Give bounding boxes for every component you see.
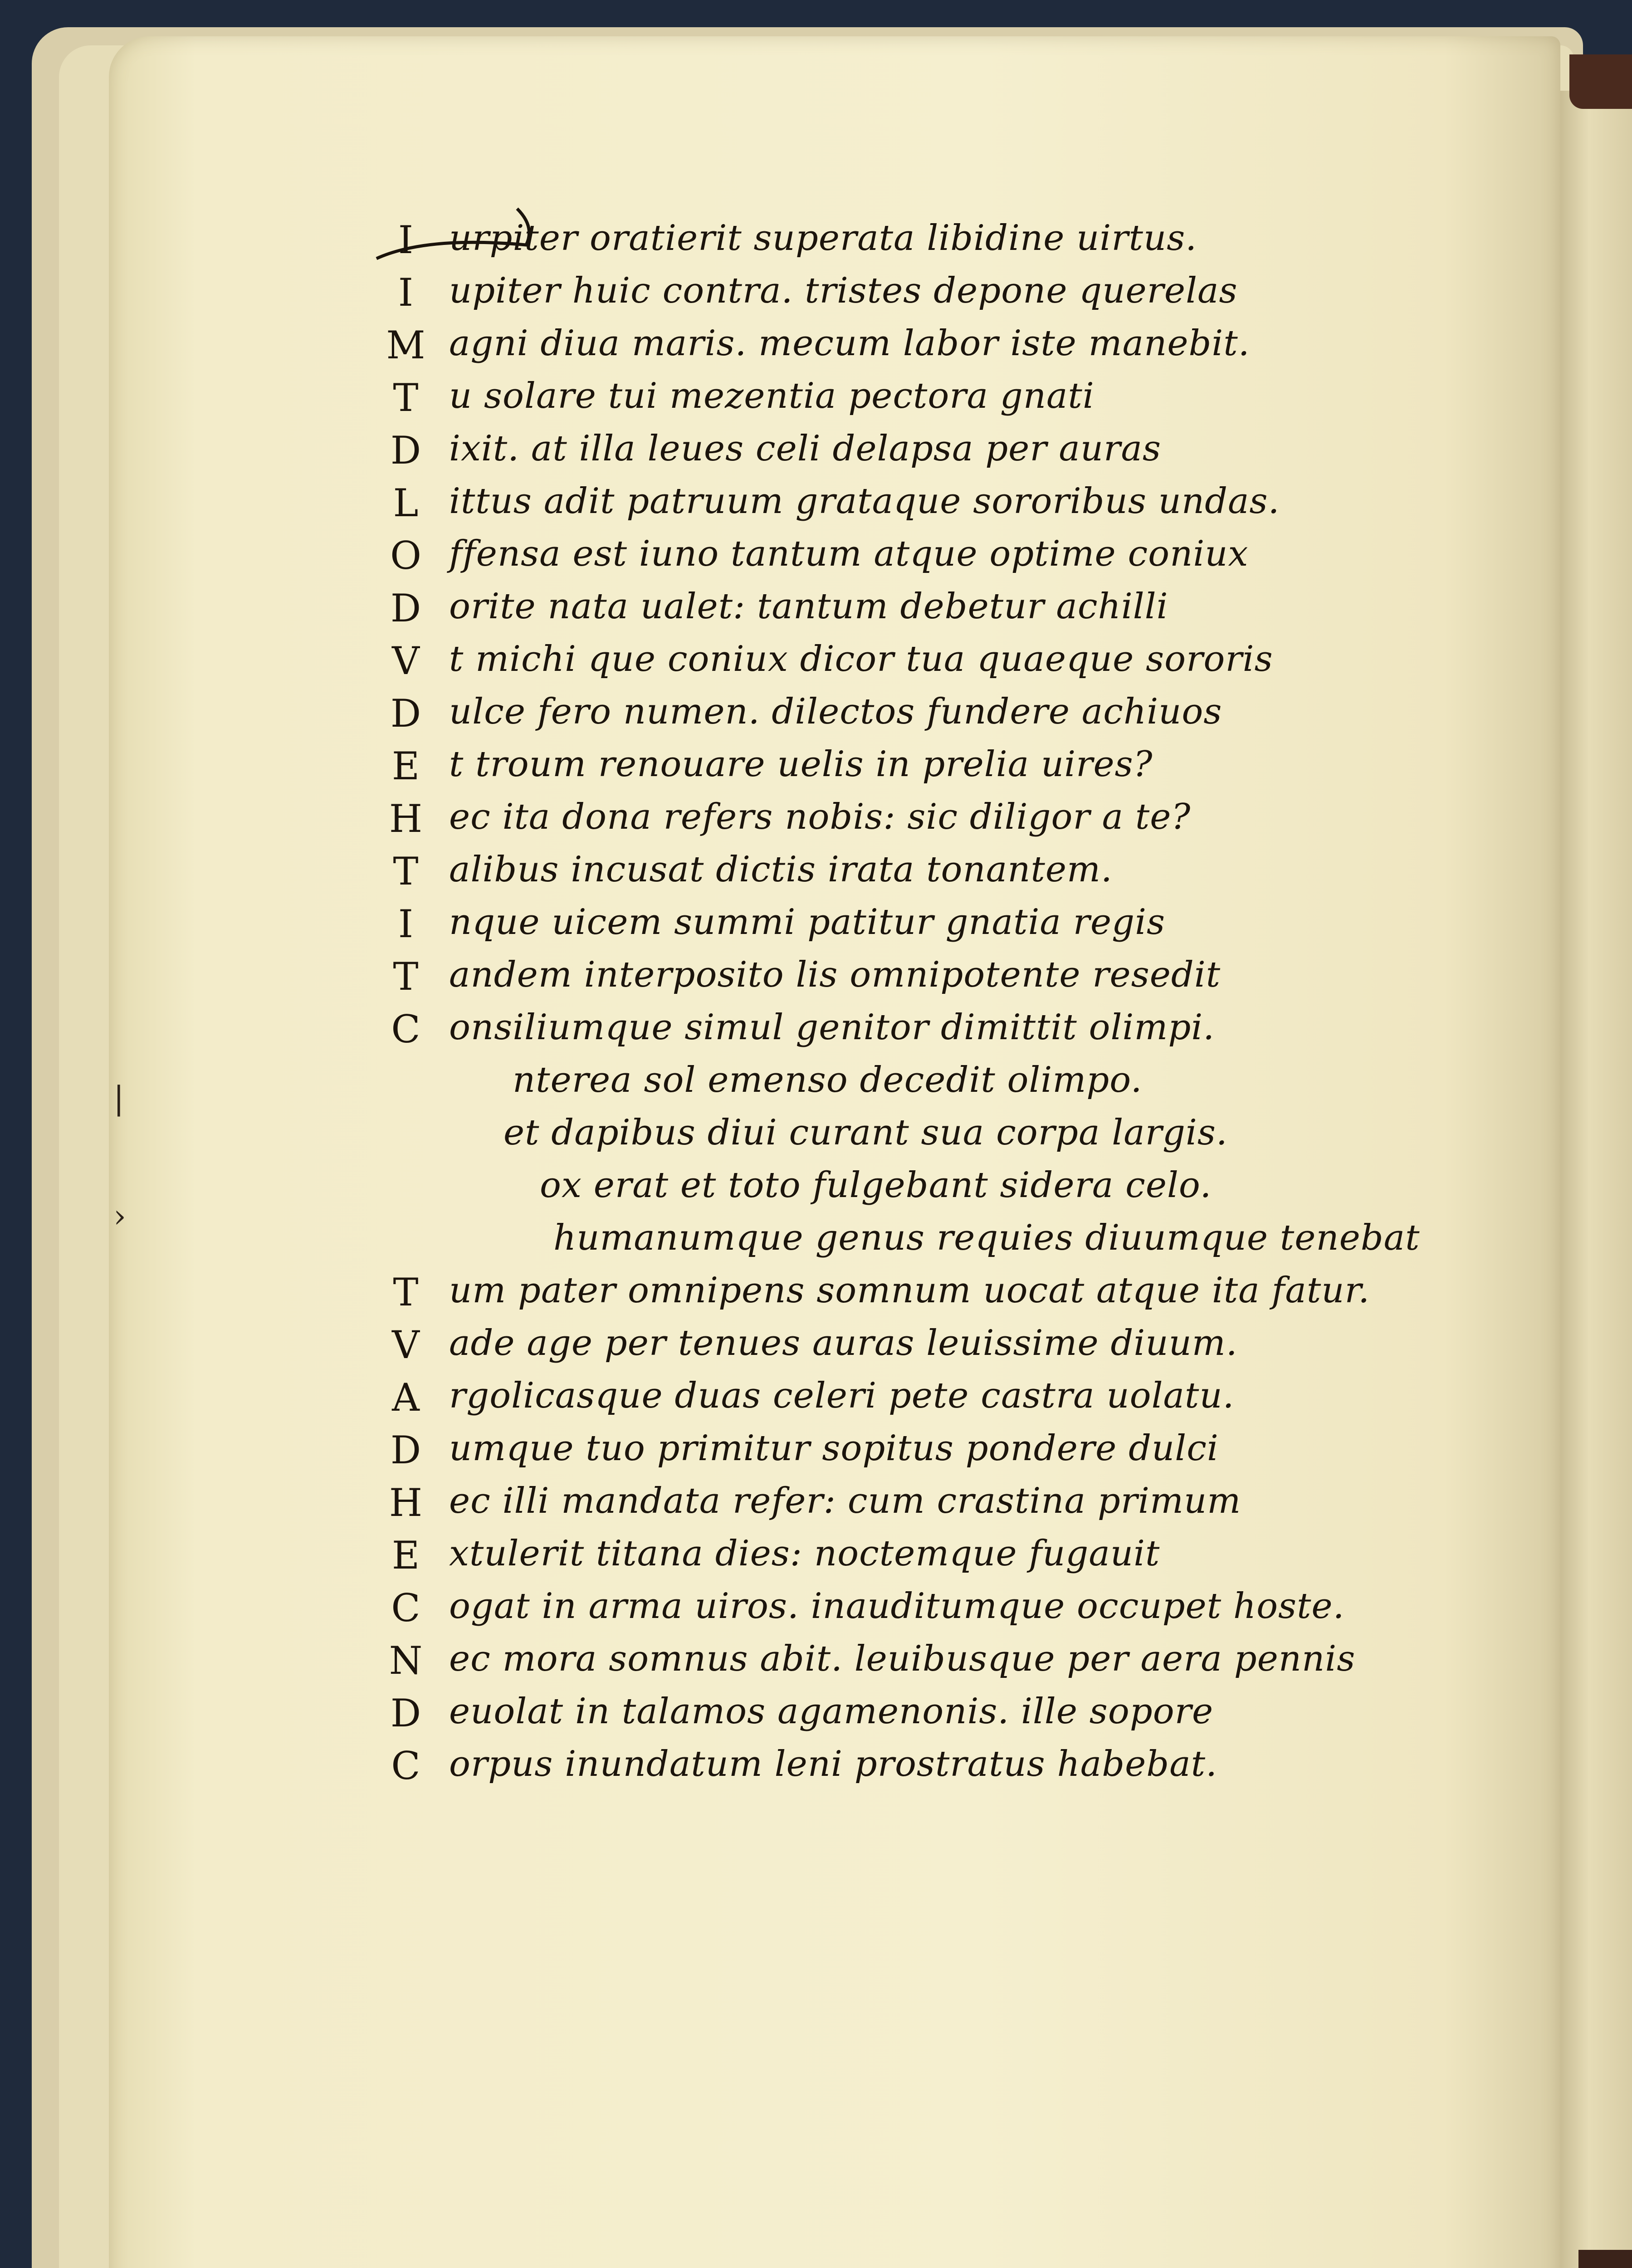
verse-text: xtulerit titana dies: noctemque fugauit bbox=[449, 1533, 1160, 1574]
verse-text: upiter huic contra. tristes depone querelas bbox=[449, 270, 1238, 311]
verse-initial: O bbox=[390, 533, 422, 578]
verse-line bbox=[372, 1428, 1551, 1481]
verse-initial: I bbox=[398, 218, 414, 262]
verse-line bbox=[372, 691, 1551, 744]
verse-line bbox=[372, 1007, 1551, 1060]
verse-text: urpiter oratierit superata libidine uirtus. bbox=[449, 218, 1197, 259]
verse-initial: V bbox=[392, 639, 420, 683]
verse-line bbox=[372, 428, 1551, 481]
verse-line bbox=[372, 1481, 1551, 1533]
verse-text: ittus adit patruum grataque sororibus undas. bbox=[449, 481, 1280, 522]
verse-initial: T bbox=[393, 954, 419, 999]
verse-line bbox=[372, 1744, 1551, 1796]
verse-initial: M bbox=[386, 323, 426, 367]
verse-line bbox=[372, 849, 1551, 902]
verse-initial: A bbox=[392, 1375, 420, 1420]
verse-line bbox=[372, 481, 1551, 533]
verse-text: ulce fero numen. dilectos fundere achiuos bbox=[449, 691, 1222, 732]
verse-text: ixit. at illa leues celi delapsa per auras bbox=[449, 428, 1161, 469]
verse-initial: E bbox=[391, 744, 420, 788]
verse-line bbox=[372, 218, 1551, 270]
verse-line bbox=[372, 954, 1551, 1007]
verse-line bbox=[372, 1375, 1551, 1428]
verse-initial: H bbox=[389, 1481, 423, 1525]
verse-initial: C bbox=[391, 1007, 421, 1051]
verse-text: umque tuo primitur sopitus pondere dulci bbox=[449, 1428, 1219, 1469]
verse-line bbox=[372, 376, 1551, 428]
verse-initial: I bbox=[398, 270, 414, 315]
verse-line bbox=[372, 639, 1551, 691]
verse-text: ade age per tenues auras leuissime diuum. bbox=[449, 1323, 1238, 1364]
verse-line-indented bbox=[372, 1112, 1551, 1165]
verse-text: t michi que coniux dicor tua quaeque sororis bbox=[449, 639, 1273, 679]
verse-line bbox=[372, 1533, 1551, 1586]
verse-line bbox=[372, 797, 1551, 849]
verse-initial: T bbox=[393, 1270, 419, 1315]
margin-mark: | bbox=[113, 1080, 124, 1117]
verse-initial: C bbox=[391, 1586, 421, 1630]
verse-initial: N bbox=[389, 1638, 423, 1683]
verse-line bbox=[372, 1323, 1551, 1375]
verse-initial: V bbox=[392, 1323, 420, 1367]
verse-text: ec mora somnus abit. leuibusque per aera pennis bbox=[449, 1638, 1356, 1679]
verse-line bbox=[372, 1270, 1551, 1323]
verse-text: nque uicem summi patitur gnatia regis bbox=[449, 902, 1166, 943]
verse-text: ox erat et toto fulgebant sidera celo. bbox=[540, 1165, 1212, 1206]
verse-initial: I bbox=[398, 902, 414, 946]
verse-line bbox=[372, 533, 1551, 586]
verse-initial: L bbox=[393, 481, 419, 525]
verse-text: orpus inundatum leni prostratus habebat. bbox=[449, 1744, 1217, 1784]
verse-initial: E bbox=[391, 1533, 420, 1578]
verse-text: rgolicasque duas celeri pete castra uolatu. bbox=[449, 1375, 1235, 1416]
verse-line bbox=[372, 270, 1551, 323]
verse-text: onsiliumque simul genitor dimittit olimpi. bbox=[449, 1007, 1215, 1048]
verse-text: um pater omnipens somnum uocat atque ita fatur. bbox=[449, 1270, 1370, 1311]
verse-line-indented bbox=[372, 1217, 1551, 1270]
verse-initial: D bbox=[390, 428, 422, 473]
verse-line bbox=[372, 323, 1551, 376]
verse-line bbox=[372, 1586, 1551, 1638]
verse-initial: H bbox=[389, 797, 423, 841]
facing-page-edge bbox=[1560, 91, 1632, 2268]
verse-line bbox=[372, 586, 1551, 639]
verse-line bbox=[372, 1638, 1551, 1691]
verse-text: alibus incusat dictis irata tonantem. bbox=[449, 849, 1113, 890]
verse-line-indented bbox=[372, 1165, 1551, 1217]
verse-text: t troum renouare uelis in prelia uires? bbox=[449, 744, 1153, 785]
verse-text: agni diua maris. mecum labor iste manebit. bbox=[449, 323, 1250, 364]
leather-binding-bottom bbox=[1578, 2250, 1632, 2268]
verse-line bbox=[372, 1691, 1551, 1744]
verse-initial: C bbox=[391, 1744, 421, 1788]
leather-binding-top bbox=[1569, 54, 1632, 109]
verse-text: nterea sol emenso decedit olimpo. bbox=[513, 1060, 1143, 1100]
verse-text: ec ita dona refers nobis: sic diligor a te? bbox=[449, 797, 1191, 837]
margin-mark: › bbox=[113, 1198, 126, 1235]
verse-text: orite nata ualet: tantum debetur achilli bbox=[449, 586, 1168, 627]
verse-initial: D bbox=[390, 1691, 422, 1735]
verse-line bbox=[372, 744, 1551, 797]
verse-text: ec illi mandata refer: cum crastina primum bbox=[449, 1481, 1241, 1521]
verse-text: humanumque genus requies diuumque tenebat bbox=[553, 1217, 1420, 1258]
verse-text: andem interposito lis omnipotente resedit bbox=[449, 954, 1221, 995]
verse-initial: T bbox=[393, 376, 419, 420]
verse-text-block bbox=[372, 218, 1551, 1796]
verse-initial: D bbox=[390, 1428, 422, 1472]
verse-initial: T bbox=[393, 849, 419, 894]
verse-text: euolat in talamos agamenonis. ille sopore bbox=[449, 1691, 1214, 1732]
verse-initial: D bbox=[390, 691, 422, 736]
verse-text: ffensa est iuno tantum atque optime coniux bbox=[449, 533, 1249, 574]
verse-text: u solare tui mezentia pectora gnati bbox=[449, 376, 1095, 416]
verse-line-indented bbox=[372, 1060, 1551, 1112]
verse-text: et dapibus diui curant sua corpa largis. bbox=[503, 1112, 1228, 1153]
verse-initial: D bbox=[390, 586, 422, 631]
verse-text: ogat in arma uiros. inauditumque occupet hoste. bbox=[449, 1586, 1345, 1627]
verse-line bbox=[372, 902, 1551, 954]
